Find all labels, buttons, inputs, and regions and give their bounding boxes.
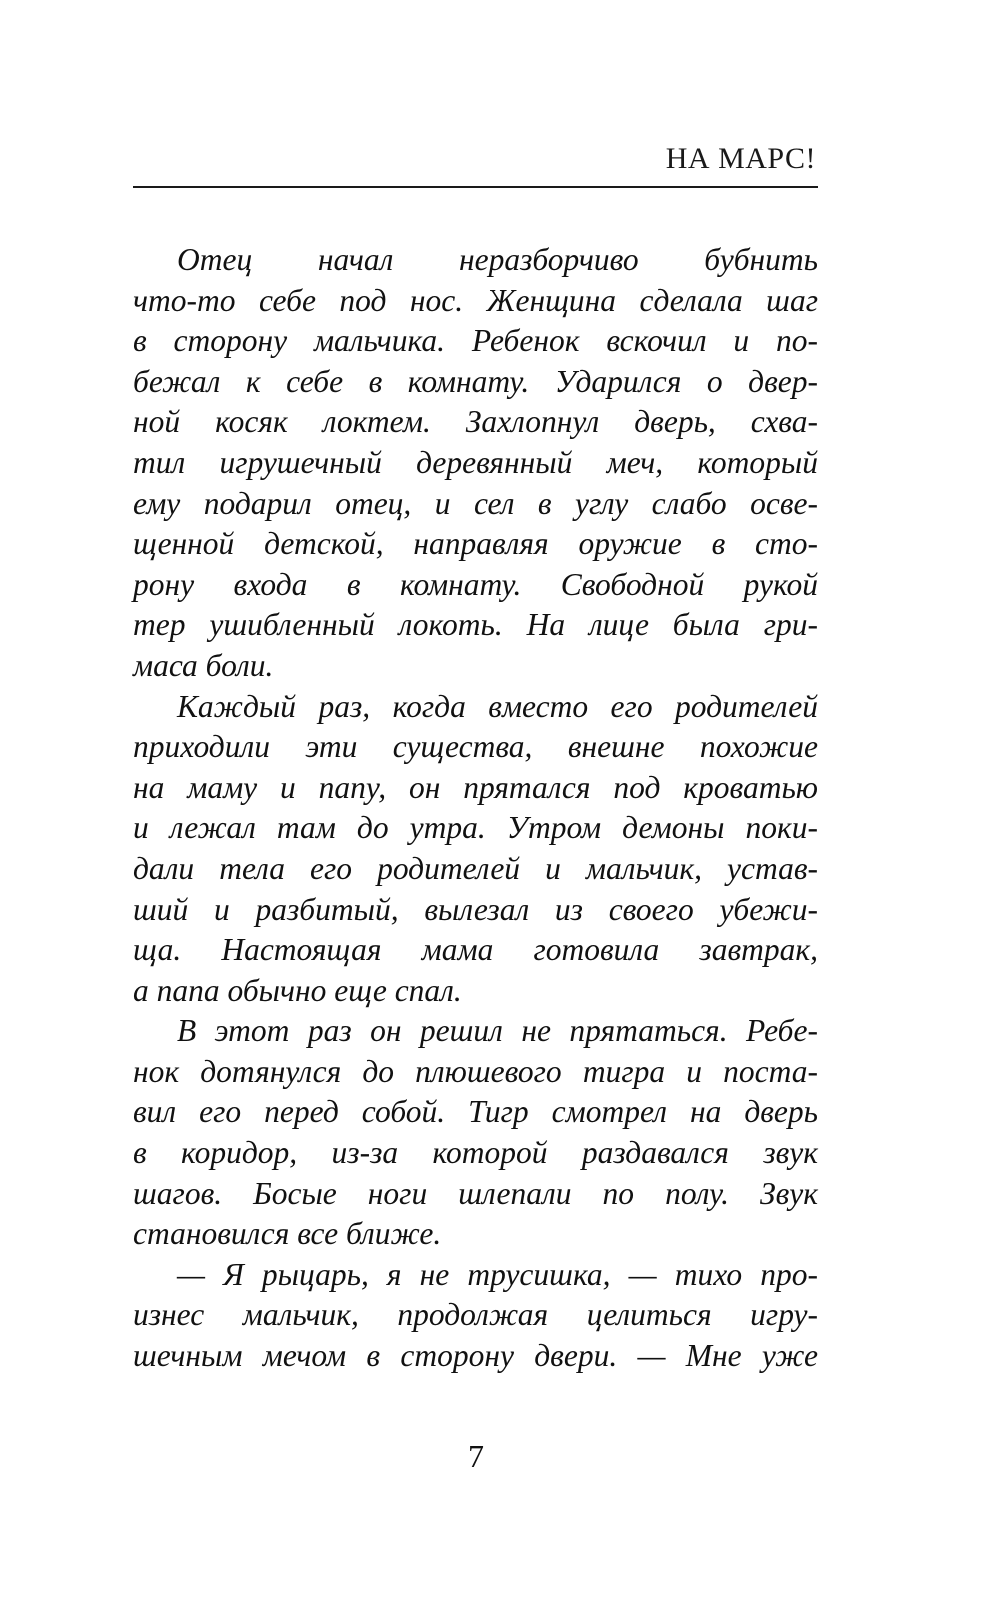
text-line: — Я рыцарь, я не трусишка, — тихо про- xyxy=(177,1256,818,1292)
running-header xyxy=(133,142,818,188)
text-line: в сторону мальчика. Ребенок вскочил и по- xyxy=(133,323,818,359)
text-line: шагов. Босые ноги шлепали по полу. Звук xyxy=(133,1175,818,1211)
text-line: тил игрушечный деревянный меч, который xyxy=(133,444,818,480)
paragraph xyxy=(133,240,818,687)
text-line: ной косяк локтем. Захлопнул дверь, схва- xyxy=(133,404,818,440)
text-line: рону входа в комнату. Свободной рукой xyxy=(133,566,818,602)
paragraph xyxy=(133,1011,818,1255)
text-line: щенной детской, направляя оружие в сто- xyxy=(133,526,818,562)
text-line: тер ушибленный локоть. На лице была гри- xyxy=(133,607,818,643)
text-line: что-то себе под нос. Женщина сделала шаг xyxy=(133,282,818,318)
text-line: бежал к себе в комнату. Ударился о двер- xyxy=(133,363,818,399)
text-line: маса боли. xyxy=(133,647,274,683)
paragraph xyxy=(133,687,818,1012)
text-line: и лежал там до утра. Утром демоны поки- xyxy=(133,810,818,846)
text-line: а папа обычно еще спал. xyxy=(133,972,462,1008)
text-line: изнес мальчик, продолжая целиться игру- xyxy=(133,1297,818,1333)
text-line: вил его перед собой. Тигр смотрел на дверь xyxy=(133,1094,818,1130)
text-line: В этот раз он решил не прятаться. Ребе- xyxy=(177,1013,818,1049)
text-line: в коридор, из-за которой раздавался звук xyxy=(133,1135,818,1171)
text-line: приходили эти существа, внешне похожие xyxy=(133,729,818,765)
running-title: НА МАРС! xyxy=(665,142,816,175)
text-line: нок дотянулся до плюшевого тигра и поста- xyxy=(133,1053,818,1089)
text-line: становился все ближе. xyxy=(133,1216,442,1252)
page-body-text xyxy=(133,240,818,1377)
text-line: Отец начал неразборчиво бубнить xyxy=(177,242,818,277)
text-line: ща. Настоящая мама готовила завтрак, xyxy=(133,932,818,968)
text-line: шечным мечом в сторону двери. — Мне уже xyxy=(133,1338,818,1374)
text-line: ший и разбитый, вылезал из своего убежи- xyxy=(133,891,818,927)
text-line: Каждый раз, когда вместо его родителей xyxy=(177,688,818,724)
text-line: на маму и папу, он прятался под кроватью xyxy=(133,769,818,805)
page-number: 7 xyxy=(468,1438,484,1474)
paragraph xyxy=(133,1255,818,1377)
text-line: ему подарил отец, и сел в углу слабо осве- xyxy=(133,485,818,521)
page-number-area xyxy=(0,1438,1000,1474)
text-line: дали тела его родителей и мальчик, устав- xyxy=(133,850,818,886)
